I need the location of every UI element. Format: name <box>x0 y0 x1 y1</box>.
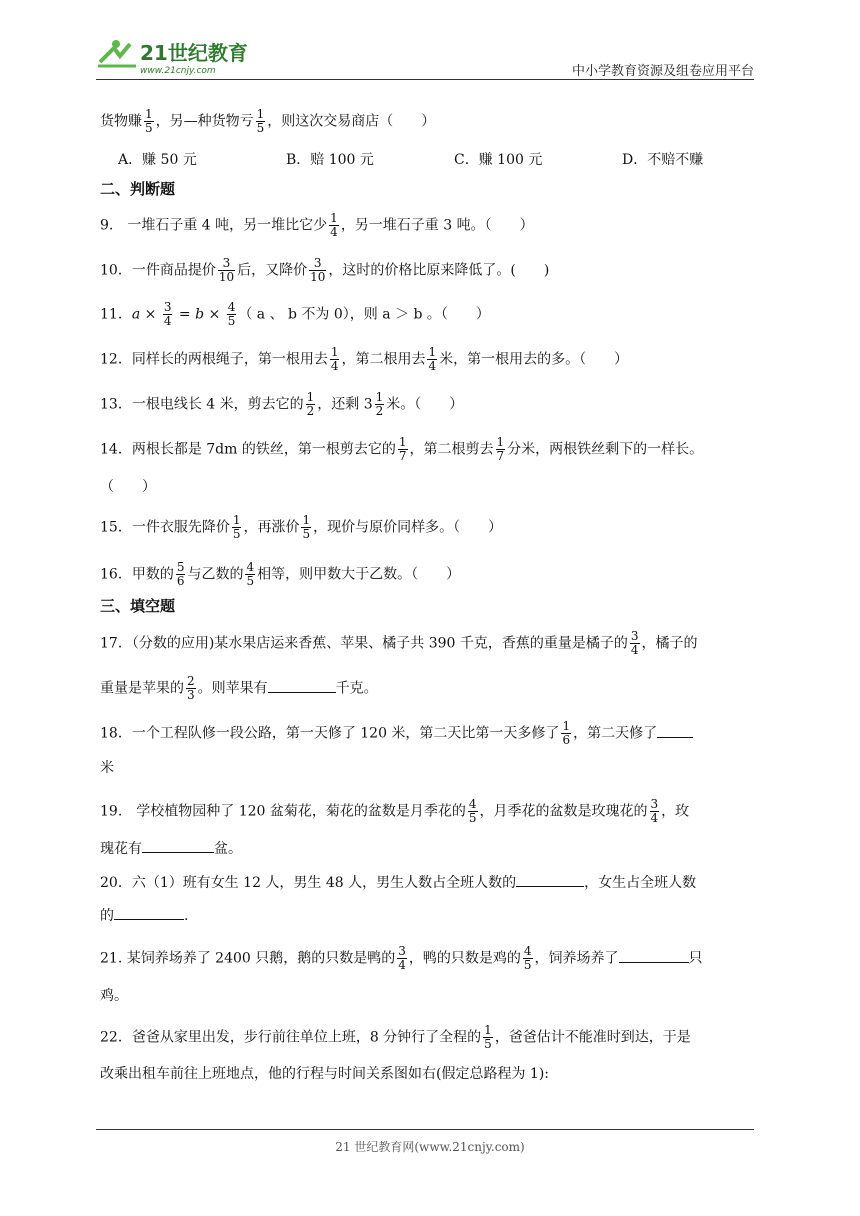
logo-url: www.21cnjy.com <box>140 66 216 76</box>
section-heading-fill-blank: 三、填空题 <box>100 597 176 615</box>
option-a: A．赚 50 元 <box>118 152 197 168</box>
answer-blank <box>516 872 584 887</box>
answer-blank <box>619 948 689 963</box>
option-b: B．赔 100 元 <box>286 152 374 168</box>
answer-blank <box>114 905 184 920</box>
option-d: D．不赔不赚 <box>622 152 704 168</box>
question-17-cont: 重量是苹果的 $\frac{2}{3}$ 。则苹果有 千克。 <box>100 674 378 702</box>
question-10: 10．一件商品提价 $\frac{3}{10}$ 后，又降价 $\frac{3}{10}$ ，这时的价格比原来降低了。( ) <box>100 256 550 284</box>
question-20: 20．六（1）班有女生 12 人，男生 48 人，男生人数占全班人数的 ，女生占全班人数 <box>100 872 696 893</box>
question-14-answer: （ ） <box>100 479 156 495</box>
question-9: 9. 一堆石子重 4 吨，另一堆比它少 $\frac{1}{4}$ ，另一堆石子重 3 吨。（ ） <box>100 211 534 239</box>
question-17: 17．（分数的应用)某水果店运来香蕉、苹果、橘子共 390 千克，香蕉的重量是橘子的 $\frac{3}{4}$ ，橘子的 <box>100 629 698 657</box>
question-13: 13．一根电线长 4 米，剪去它的 $\frac{1}{2}$ ，还剩 3 $\frac{1}{2}$ 米。（ ） <box>100 390 464 418</box>
option-c: C．赚 100 元 <box>454 152 543 168</box>
question-8-line: 货物赚 $\frac{1}{5}$ ，另—种货物亏 $\frac{1}{5}$ ，则这次交易商店（ ） <box>100 107 436 135</box>
question-11: 11．a × $\frac{3}{4}$ = b × $\frac{4}{5}$ （ a 、 b 不为 0），则 a ＞ b 。（ ） <box>100 300 490 328</box>
footer-text: 21 世纪教育网(www.21cnjy.com) <box>335 1140 525 1154</box>
question-19-cont: 瑰花有 盆。 <box>100 838 242 859</box>
fraction: $\frac{1}{5}$ <box>145 107 153 135</box>
header-platform-text: 中小学教育资源及组卷应用平台 <box>571 64 754 79</box>
question-21-cont: 鸡。 <box>100 988 128 1004</box>
question-21: 21. 某饲养场养了 2400 只鹅，鹅的只数是鸭的 $\frac{3}{4}$ ，鸭的只数是鸡的 $\frac{4}{5}$ ，饲养场养了 只 <box>100 944 703 972</box>
question-15: 15．一件衣服先降价 $\frac{1}{5}$ ，再涨价 $\frac{1}{5}$ ，现价与原价同样多。（ ） <box>100 513 503 541</box>
question-18: 18．一个工程队修一段公路，第一天修了 120 米，第二天比第一天多修了 $\frac{1}{6}$ ，第二天修了 <box>100 720 693 747</box>
header-divider <box>96 79 754 80</box>
question-22-cont: 改乘出租车前往上班地点，他的行程与时间关系图如右(假定总路程为 1): <box>100 1066 549 1082</box>
section-heading-judgement: 二、判断题 <box>100 180 176 198</box>
fraction: $\frac{1}{5}$ <box>256 107 265 135</box>
answer-blank <box>657 723 693 738</box>
question-12: 12．同样长的两根绳子，第一根用去 $\frac{1}{4}$ ，第二根用去 $\frac{1}{4}$ 米，第一根用去的多。（ ） <box>100 345 629 373</box>
answer-blank <box>268 678 336 693</box>
footer-divider <box>96 1129 754 1130</box>
question-14: 14．两根长都是 7dm 的铁丝，第一根剪去它的 $\frac{1}{7}$ ，第二根剪去 $\frac{1}{7}$ 分米，两根铁丝剩下的一样长。 <box>100 435 704 463</box>
question-16: 16．甲数的 $\frac{5}{6}$ 与乙数的 $\frac{4}{5}$ 相等，则甲数大于乙数。（ ） <box>100 560 461 588</box>
question-19: 19. 学校植物园种了 120 盆菊花，菊花的盆数是月季花的 $\frac{4}{5}$ ，月季花的盆数是玫瑰花的 $\frac{3}{4}$ ，玫 <box>100 797 690 825</box>
logo-text: 21世纪教育 <box>140 41 248 65</box>
logo <box>96 36 256 76</box>
question-22: 22．爸爸从家里出发，步行前往单位上班，8 分钟行了全程的 $\frac{1}{5}$ ，爸爸估计不能准时到达，于是 <box>100 1023 691 1051</box>
question-20-cont: 的 . <box>100 905 188 926</box>
answer-blank <box>142 838 214 853</box>
question-18-cont: 米 <box>100 760 114 776</box>
